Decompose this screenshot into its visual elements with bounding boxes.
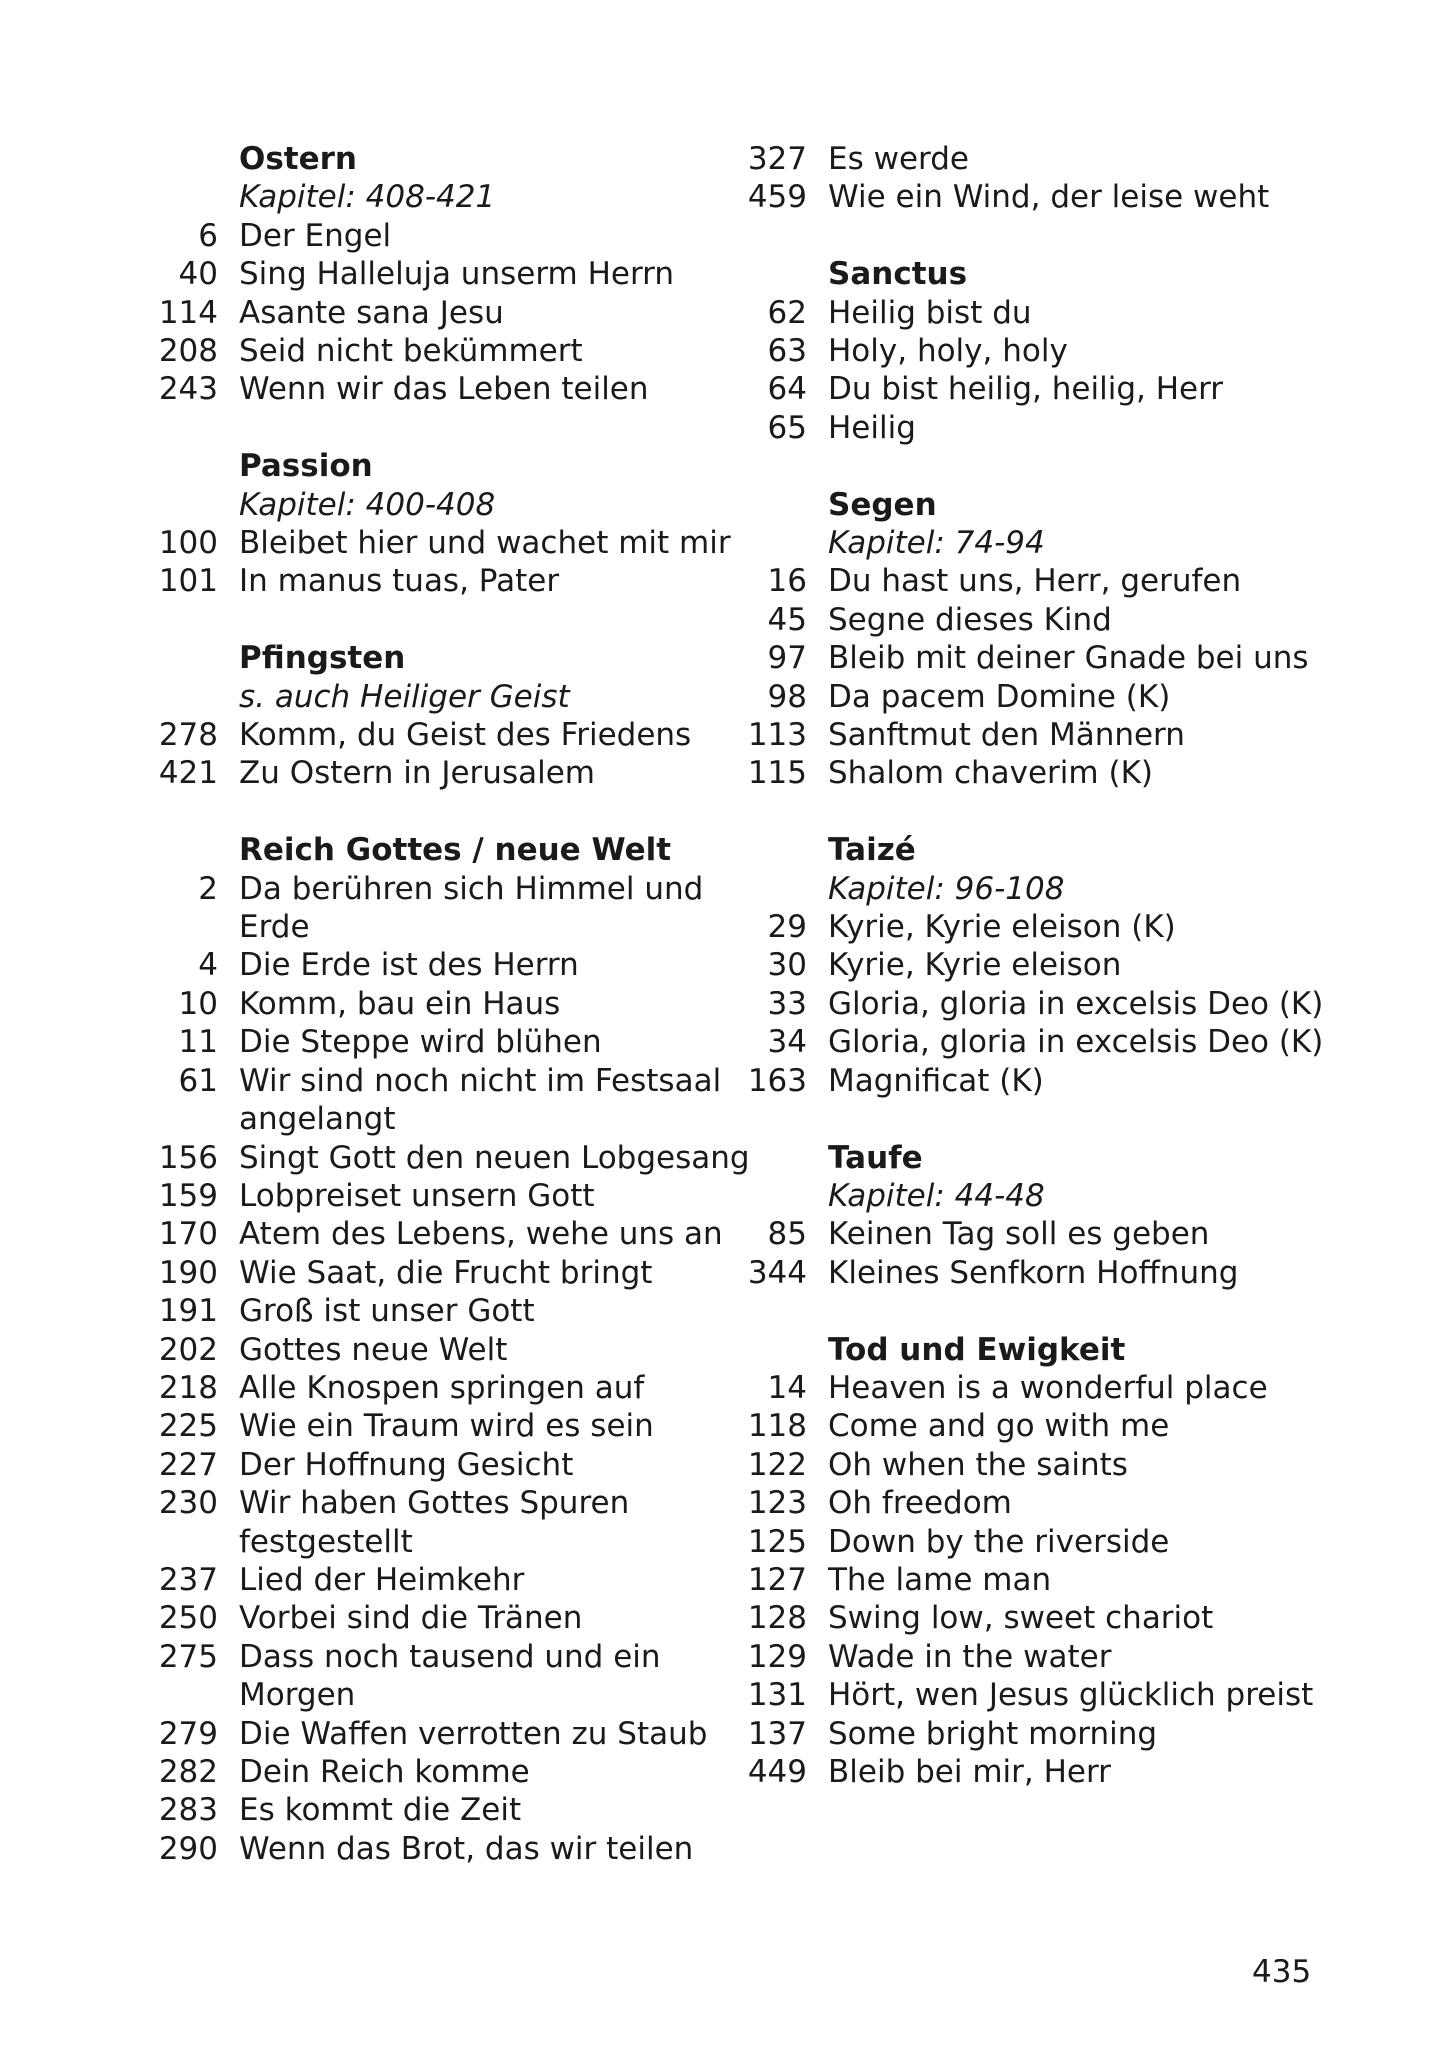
song-number: 114 bbox=[158, 294, 218, 331]
section-gap bbox=[710, 793, 1360, 831]
section-heading bbox=[710, 255, 1360, 293]
section-title: Passion bbox=[239, 448, 373, 485]
song-number: 62 bbox=[767, 294, 807, 331]
song-number: 98 bbox=[767, 678, 807, 715]
song-number: 30 bbox=[767, 947, 807, 984]
section-note: Kapitel: 74-94 bbox=[828, 525, 1045, 562]
index-entry bbox=[710, 678, 1360, 716]
index-entry bbox=[710, 1753, 1360, 1791]
section-heading bbox=[130, 831, 730, 869]
song-number: 243 bbox=[158, 371, 218, 408]
song-title: angelangt bbox=[239, 1101, 396, 1138]
song-title: Bleib bei mir, Herr bbox=[828, 1753, 1111, 1790]
section-heading bbox=[130, 447, 730, 485]
index-entry bbox=[710, 1407, 1360, 1445]
song-title: Singt Gott den neuen Lobgesang bbox=[239, 1139, 750, 1176]
index-entry bbox=[130, 255, 730, 293]
song-number: 128 bbox=[747, 1600, 807, 1637]
song-number: 85 bbox=[767, 1216, 807, 1253]
section-gap bbox=[130, 409, 730, 447]
section-gap bbox=[710, 1292, 1360, 1330]
index-entry-continuation bbox=[130, 908, 730, 946]
song-number: 63 bbox=[767, 333, 807, 370]
song-title: Sanftmut den Männern bbox=[828, 717, 1185, 754]
section-heading bbox=[710, 486, 1360, 524]
song-number: 6 bbox=[198, 217, 218, 254]
index-entry bbox=[710, 1523, 1360, 1561]
song-title: Alle Knospen springen auf bbox=[239, 1369, 645, 1406]
song-number: 4 bbox=[198, 947, 218, 984]
index-entry bbox=[710, 639, 1360, 677]
song-title: Wade in the water bbox=[828, 1638, 1112, 1675]
index-entry bbox=[710, 1254, 1360, 1292]
song-number: 129 bbox=[747, 1638, 807, 1675]
song-title: Down by the riverside bbox=[828, 1523, 1170, 1560]
song-number: 16 bbox=[767, 563, 807, 600]
index-entry bbox=[710, 1599, 1360, 1637]
song-number: 275 bbox=[158, 1638, 218, 1675]
song-number: 40 bbox=[178, 256, 218, 293]
song-title: Sing Halleluja unserm Herrn bbox=[239, 256, 674, 293]
index-entry bbox=[130, 1215, 730, 1253]
song-title: Wenn wir das Leben teilen bbox=[239, 371, 649, 408]
index-entry bbox=[130, 1753, 730, 1791]
song-number: 122 bbox=[747, 1446, 807, 1483]
section-reference bbox=[710, 870, 1360, 908]
index-entry bbox=[130, 1292, 730, 1330]
song-title: Heaven is a wonderful place bbox=[828, 1369, 1268, 1406]
index-entry bbox=[130, 524, 730, 562]
song-title: Komm, bau ein Haus bbox=[239, 985, 561, 1022]
song-title: Bleib mit deiner Gnade bei uns bbox=[828, 640, 1309, 677]
song-number: 208 bbox=[158, 333, 218, 370]
song-title: Du hast uns, Herr, gerufen bbox=[828, 563, 1242, 600]
index-entry-continuation bbox=[130, 1523, 730, 1561]
index-entry bbox=[130, 1446, 730, 1484]
index-entry bbox=[710, 140, 1360, 178]
song-number: 227 bbox=[158, 1446, 218, 1483]
song-number: 290 bbox=[158, 1830, 218, 1867]
song-title: Oh freedom bbox=[828, 1485, 1012, 1522]
index-entry bbox=[130, 1830, 730, 1868]
section-title: Taizé bbox=[828, 832, 916, 869]
song-title: Es werde bbox=[828, 141, 969, 177]
song-number: 218 bbox=[158, 1369, 218, 1406]
index-entry bbox=[710, 754, 1360, 792]
index-entry bbox=[130, 1369, 730, 1407]
index-entry bbox=[710, 1676, 1360, 1714]
song-title: Wir haben Gottes Spuren bbox=[239, 1485, 630, 1522]
index-entry bbox=[130, 946, 730, 984]
song-title: Morgen bbox=[239, 1677, 356, 1714]
song-title: The lame man bbox=[828, 1561, 1052, 1598]
song-number: 283 bbox=[158, 1792, 218, 1829]
index-entry bbox=[710, 946, 1360, 984]
song-number: 2 bbox=[198, 870, 218, 907]
index-entry bbox=[130, 1407, 730, 1445]
index-entry bbox=[130, 1254, 730, 1292]
section-reference bbox=[130, 486, 730, 524]
index-column-left bbox=[130, 140, 750, 1868]
song-number: 10 bbox=[178, 985, 218, 1022]
song-title: Der Hoffnung Gesicht bbox=[239, 1446, 574, 1483]
index-entry-continuation bbox=[130, 1100, 730, 1138]
song-title: Kyrie, Kyrie eleison (K) bbox=[828, 909, 1176, 946]
index-entry bbox=[130, 217, 730, 255]
song-number: 278 bbox=[158, 717, 218, 754]
song-number: 449 bbox=[747, 1753, 807, 1790]
song-number: 159 bbox=[158, 1177, 218, 1214]
song-number: 118 bbox=[747, 1408, 807, 1445]
song-number: 131 bbox=[747, 1677, 807, 1714]
index-entry bbox=[130, 332, 730, 370]
song-title: In manus tuas, Pater bbox=[239, 563, 560, 600]
index-entry bbox=[710, 1369, 1360, 1407]
index-entry bbox=[710, 985, 1360, 1023]
song-title: Die Steppe wird blühen bbox=[239, 1024, 602, 1061]
section-title: Ostern bbox=[239, 141, 358, 177]
song-title: Da berühren sich Himmel und bbox=[239, 870, 704, 907]
song-title: Die Waffen verrotten zu Staub bbox=[239, 1715, 708, 1752]
index-entry bbox=[710, 1446, 1360, 1484]
section-title: Pfingsten bbox=[239, 640, 406, 677]
index-entry bbox=[130, 562, 730, 600]
index-entry bbox=[130, 754, 730, 792]
song-title: Die Erde ist des Herrn bbox=[239, 947, 579, 984]
section-gap bbox=[130, 601, 730, 639]
index-entry bbox=[710, 1215, 1360, 1253]
section-title: Tod und Ewigkeit bbox=[828, 1331, 1126, 1368]
index-entry bbox=[710, 409, 1360, 447]
index-entry bbox=[130, 1561, 730, 1599]
song-title: Dass noch tausend und ein bbox=[239, 1638, 661, 1675]
section-title: Segen bbox=[828, 486, 937, 523]
index-entry bbox=[710, 908, 1360, 946]
song-number: 327 bbox=[747, 141, 807, 177]
index-entry bbox=[710, 1561, 1360, 1599]
song-number: 127 bbox=[747, 1561, 807, 1598]
song-number: 29 bbox=[767, 909, 807, 946]
song-title: Bleibet hier und wachet mit mir bbox=[239, 525, 731, 562]
page-number: 435 bbox=[1252, 1954, 1312, 1990]
section-gap bbox=[710, 217, 1360, 255]
song-number: 33 bbox=[767, 985, 807, 1022]
song-title: Der Engel bbox=[239, 217, 392, 254]
index-entry bbox=[710, 1484, 1360, 1522]
song-title: Wir sind noch nicht im Festsaal bbox=[239, 1062, 722, 1099]
index-entry bbox=[130, 716, 730, 754]
section-heading bbox=[710, 831, 1360, 869]
song-title: Gloria, gloria in excelsis Deo (K) bbox=[828, 985, 1324, 1022]
section-gap bbox=[130, 793, 730, 831]
song-title: Kyrie, Kyrie eleison bbox=[828, 947, 1122, 984]
section-heading bbox=[710, 1331, 1360, 1369]
section-note: Kapitel: 96-108 bbox=[828, 870, 1065, 907]
section-title: Taufe bbox=[828, 1139, 923, 1176]
song-number: 61 bbox=[178, 1062, 218, 1099]
song-title: Es kommt die Zeit bbox=[239, 1792, 522, 1829]
song-number: 45 bbox=[767, 601, 807, 638]
song-title: Keinen Tag soll es geben bbox=[828, 1216, 1210, 1253]
index-entry bbox=[130, 1715, 730, 1753]
song-title: Come and go with me bbox=[828, 1408, 1170, 1445]
index-entry bbox=[710, 1062, 1360, 1100]
index-entry bbox=[710, 1715, 1360, 1753]
song-number: 34 bbox=[767, 1024, 807, 1061]
index-entry bbox=[710, 332, 1360, 370]
section-reference bbox=[710, 1177, 1360, 1215]
index-entry bbox=[710, 716, 1360, 754]
song-number: 170 bbox=[158, 1216, 218, 1253]
song-number: 156 bbox=[158, 1139, 218, 1176]
song-number: 137 bbox=[747, 1715, 807, 1752]
index-entry bbox=[130, 1791, 730, 1829]
index-entry bbox=[130, 1062, 730, 1100]
section-gap bbox=[710, 1100, 1360, 1138]
section-note: Kapitel: 400-408 bbox=[239, 486, 496, 523]
index-entry bbox=[710, 601, 1360, 639]
song-number: 230 bbox=[158, 1485, 218, 1522]
song-title: festgestellt bbox=[239, 1523, 413, 1560]
song-number: 163 bbox=[747, 1062, 807, 1099]
song-title: Wie Saat, die Frucht bringt bbox=[239, 1254, 653, 1291]
song-title: Zu Ostern in Jerusalem bbox=[239, 755, 595, 792]
index-entry bbox=[130, 1599, 730, 1637]
song-title: Shalom chaverim (K) bbox=[828, 755, 1153, 792]
song-number: 14 bbox=[767, 1369, 807, 1406]
song-number: 459 bbox=[747, 179, 807, 216]
song-title: Groß ist unser Gott bbox=[239, 1293, 535, 1330]
song-title: Komm, du Geist des Friedens bbox=[239, 717, 692, 754]
index-column-right bbox=[710, 140, 1360, 1791]
section-title: Sanctus bbox=[828, 256, 968, 293]
song-title: Segne dieses Kind bbox=[828, 601, 1112, 638]
song-title: Some bright morning bbox=[828, 1715, 1158, 1752]
index-entry-continuation bbox=[130, 1676, 730, 1714]
song-number: 237 bbox=[158, 1561, 218, 1598]
section-heading bbox=[130, 140, 730, 178]
index-entry bbox=[710, 178, 1360, 216]
song-number: 113 bbox=[747, 717, 807, 754]
song-number: 225 bbox=[158, 1408, 218, 1445]
index-entry bbox=[710, 370, 1360, 408]
song-title: Atem des Lebens, wehe uns an bbox=[239, 1216, 723, 1253]
section-reference bbox=[710, 524, 1360, 562]
section-note: Kapitel: 44-48 bbox=[828, 1177, 1045, 1214]
song-title: Asante sana Jesu bbox=[239, 294, 504, 331]
index-entry bbox=[710, 294, 1360, 332]
song-title: Wenn das Brot, das wir teilen bbox=[239, 1830, 694, 1867]
song-title: Swing low, sweet chariot bbox=[828, 1600, 1214, 1637]
song-title: Vorbei sind die Tränen bbox=[239, 1600, 583, 1637]
section-title: Reich Gottes / neue Welt bbox=[239, 832, 672, 869]
song-number: 65 bbox=[767, 409, 807, 446]
song-number: 282 bbox=[158, 1754, 218, 1791]
song-number: 11 bbox=[178, 1024, 218, 1061]
song-title: Lied der Heimkehr bbox=[239, 1561, 525, 1598]
song-title: Da pacem Domine (K) bbox=[828, 678, 1171, 715]
index-entry bbox=[130, 1139, 750, 1177]
index-entry bbox=[130, 1331, 730, 1369]
song-title: Kleines Senfkorn Hoffnung bbox=[828, 1254, 1239, 1291]
song-title: Magnificat (K) bbox=[828, 1062, 1044, 1099]
index-entry bbox=[130, 294, 730, 332]
section-heading bbox=[710, 1139, 1360, 1177]
song-title: Hört, wen Jesus glücklich preist bbox=[828, 1677, 1314, 1714]
song-number: 250 bbox=[158, 1600, 218, 1637]
index-entry bbox=[130, 985, 730, 1023]
index-entry bbox=[710, 1023, 1360, 1061]
song-number: 97 bbox=[767, 640, 807, 677]
index-entry bbox=[130, 370, 730, 408]
index-entry bbox=[710, 562, 1360, 600]
index-entry bbox=[130, 870, 730, 908]
song-number: 125 bbox=[747, 1523, 807, 1560]
song-title: Heilig bbox=[828, 409, 916, 446]
song-number: 101 bbox=[158, 563, 218, 600]
song-number: 191 bbox=[158, 1293, 218, 1330]
song-title: Du bist heilig, heilig, Herr bbox=[828, 371, 1224, 408]
song-title: Gottes neue Welt bbox=[239, 1331, 508, 1368]
song-title: Holy, holy, holy bbox=[828, 333, 1068, 370]
song-number: 421 bbox=[158, 755, 218, 792]
section-heading bbox=[130, 639, 730, 677]
song-title: Wie ein Wind, der leise weht bbox=[828, 179, 1270, 216]
index-entry bbox=[130, 1484, 730, 1522]
index-entry bbox=[130, 1023, 730, 1061]
section-note: s. auch Heiliger Geist bbox=[239, 678, 570, 715]
section-gap bbox=[710, 447, 1360, 485]
index-entry bbox=[710, 1638, 1360, 1676]
song-title: Lobpreiset unsern Gott bbox=[239, 1177, 595, 1214]
song-number: 64 bbox=[767, 371, 807, 408]
song-title: Dein Reich komme bbox=[239, 1754, 530, 1791]
section-note: Kapitel: 408-421 bbox=[239, 179, 496, 216]
song-number: 100 bbox=[158, 525, 218, 562]
song-number: 190 bbox=[158, 1254, 218, 1291]
song-number: 115 bbox=[747, 755, 807, 792]
song-title: Erde bbox=[239, 909, 310, 946]
song-title: Heilig bist du bbox=[828, 294, 1032, 331]
section-reference bbox=[130, 178, 730, 216]
song-title: Seid nicht bekümmert bbox=[239, 333, 583, 370]
song-title: Oh when the saints bbox=[828, 1446, 1128, 1483]
song-number: 344 bbox=[747, 1254, 807, 1291]
song-number: 279 bbox=[158, 1715, 218, 1752]
index-entry bbox=[130, 1177, 730, 1215]
song-title: Gloria, gloria in excelsis Deo (K) bbox=[828, 1024, 1324, 1061]
section-reference bbox=[130, 678, 730, 716]
song-title: Wie ein Traum wird es sein bbox=[239, 1408, 654, 1445]
index-entry bbox=[130, 1638, 730, 1676]
song-number: 123 bbox=[747, 1485, 807, 1522]
song-number: 202 bbox=[158, 1331, 218, 1368]
